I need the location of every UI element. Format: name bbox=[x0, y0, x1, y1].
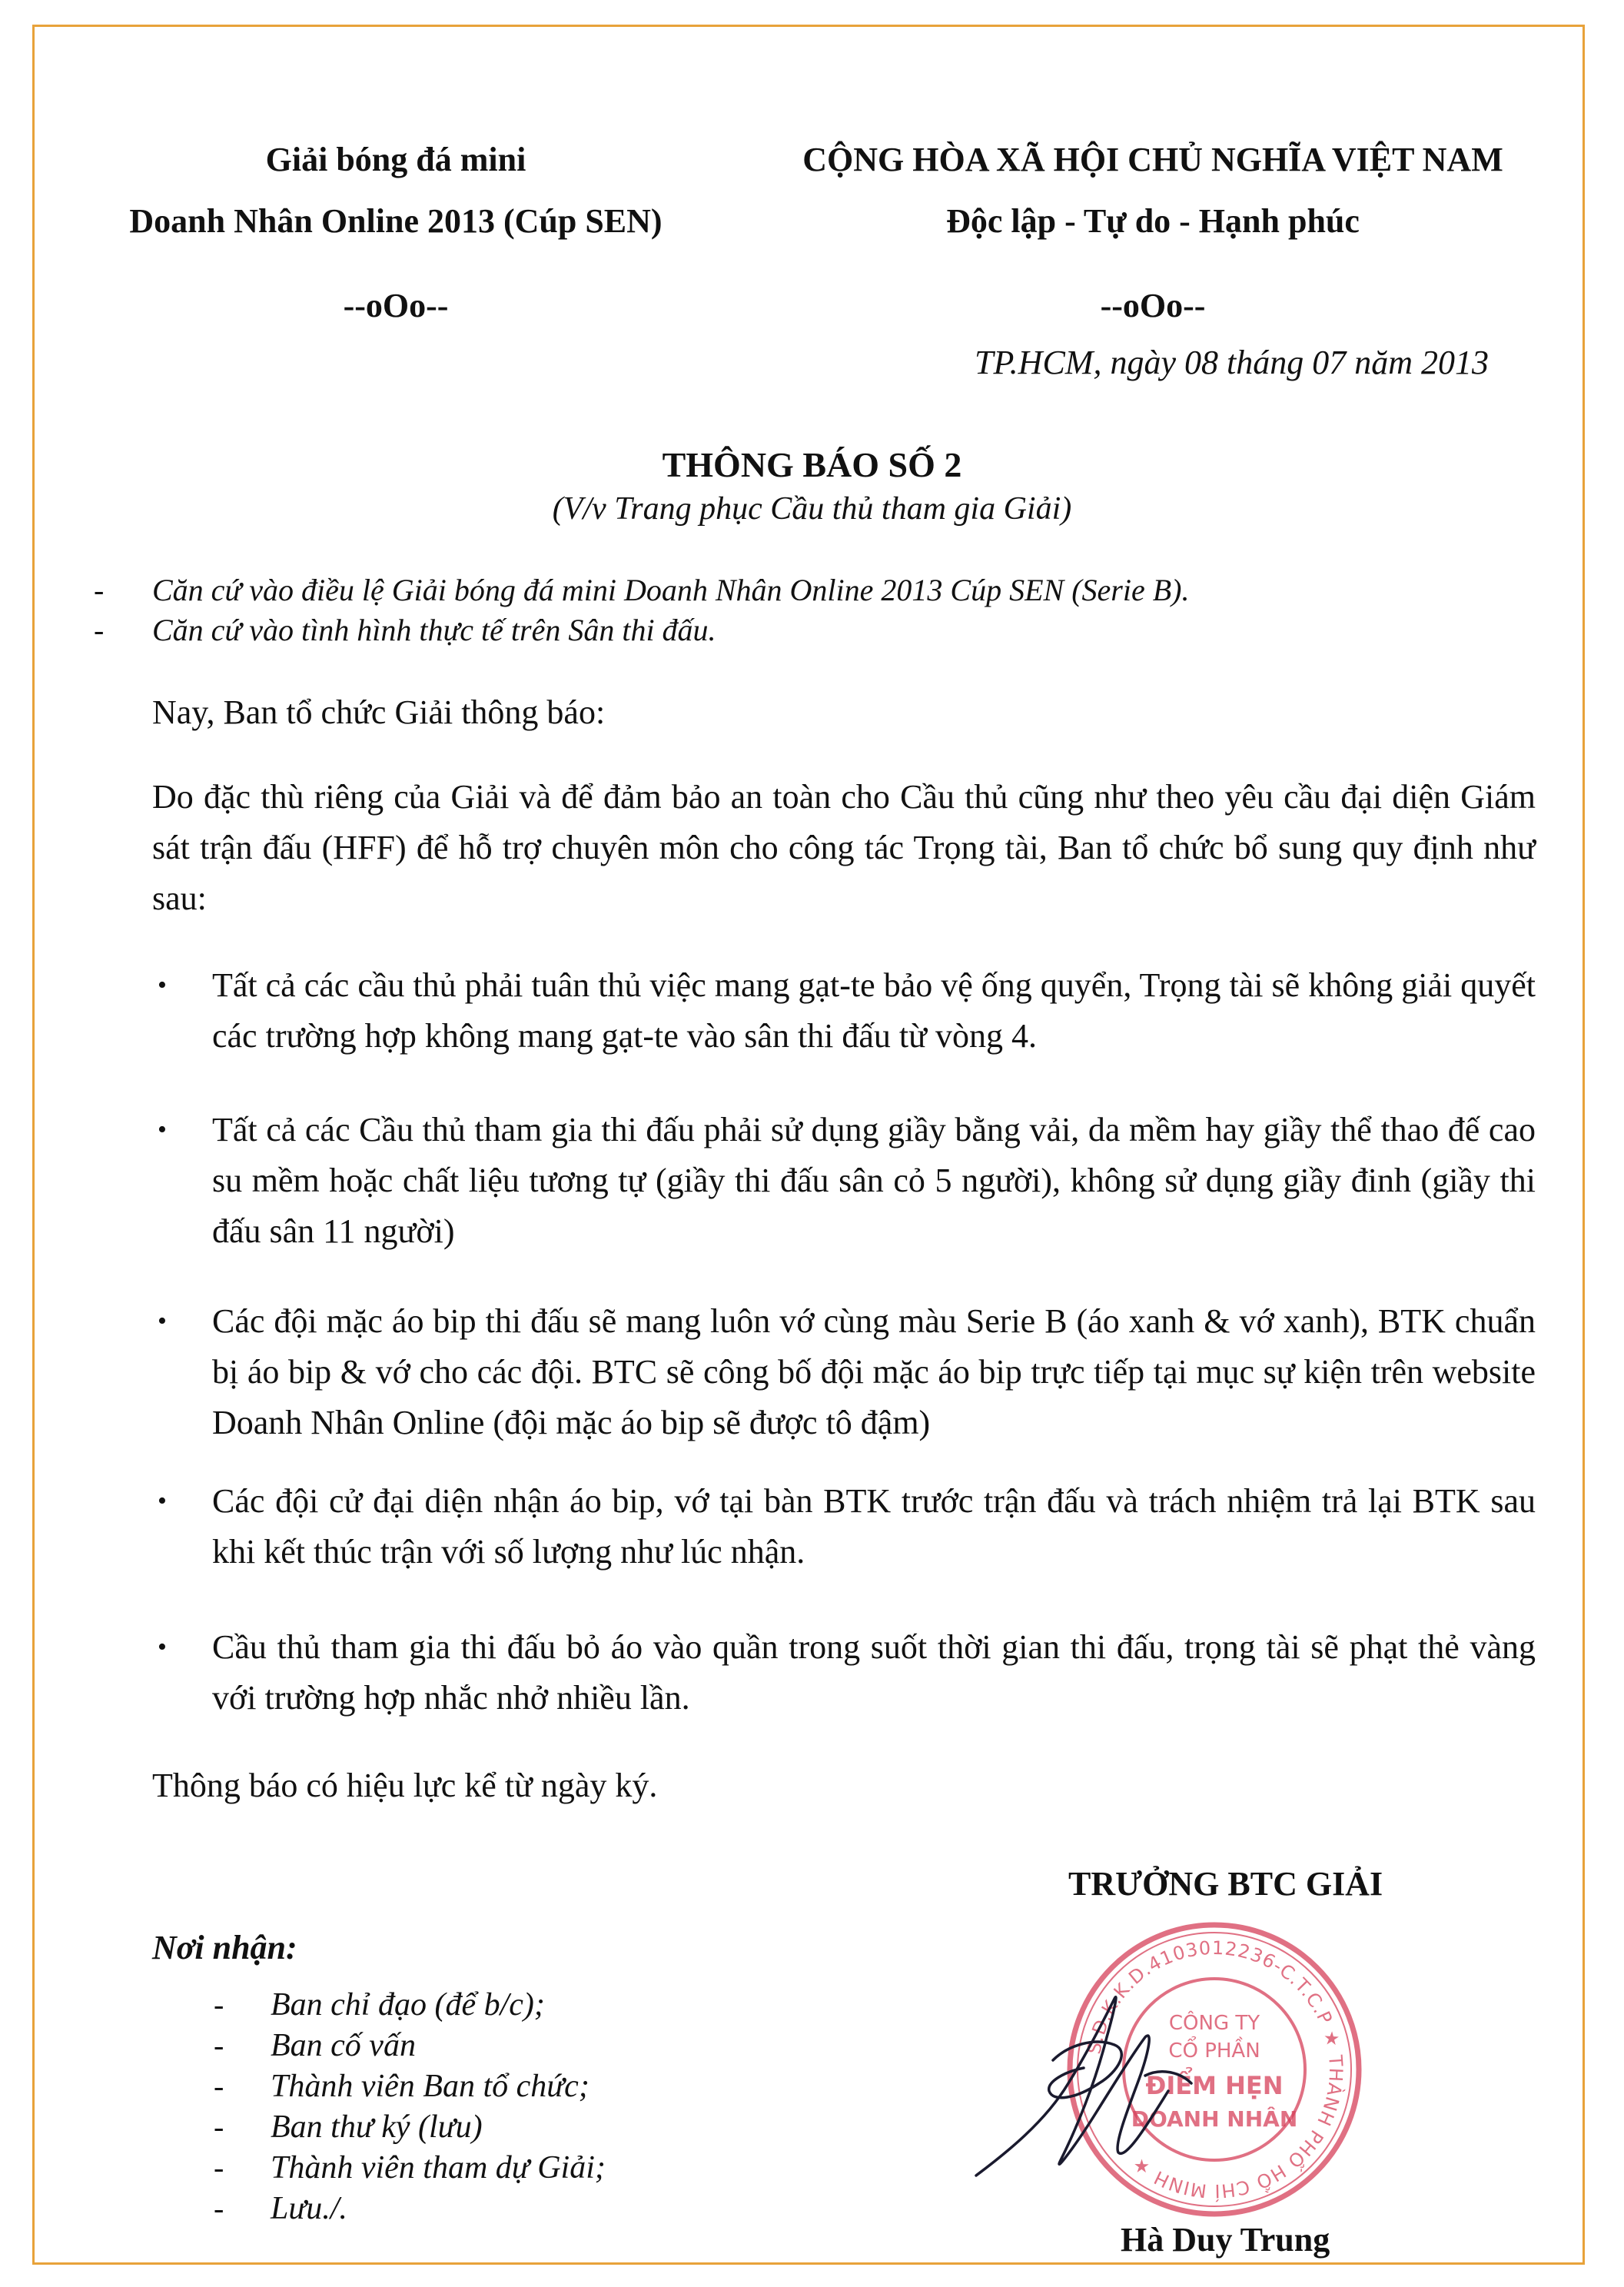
recipient-dash: - bbox=[214, 2109, 224, 2144]
rule-item: Các đội cử đại diện nhận áo bip, vớ tại bàn BTK trước trận đấu và trách nhiệm trả lại BTK sau khi kết thúc trận với số lượng như lúc nhận. bbox=[212, 1482, 1536, 1571]
place-date: TP.HCM, ngày 08 tháng 07 năm 2013 bbox=[975, 344, 1489, 381]
bullet-symbol: • bbox=[158, 1307, 167, 1335]
intro-line: Nay, Ban tổ chức Giải thông báo: bbox=[152, 693, 606, 731]
bullet-symbol: • bbox=[158, 1487, 167, 1515]
recipient-item: Thành viên tham dự Giải; bbox=[271, 2150, 606, 2186]
rule-item: Tất cả các cầu thủ phải tuân thủ việc mang gạt-te bảo vệ ống quyển, Trọng tài sẽ không giải quyết các trường hợp không mang gạt-te vào sân thi đấu từ vòng 4. bbox=[212, 966, 1536, 1055]
svg-text:S.Đ.K.K.D.4103012236-C.T.C.P ★: S.Đ.K.K.D.4103012236-C.T.C.P ★ THÀNH PHỐ HỒ CHÍ MINH ★ bbox=[1083, 1936, 1347, 2202]
document-title: THÔNG BÁO SỐ 2 bbox=[662, 445, 962, 484]
recipient-item: Thành viên Ban tổ chức; bbox=[271, 2069, 589, 2104]
rule-item: Tất cả các Cầu thủ tham gia thi đấu phải sử dụng giầy bằng vải, da mềm hay giầy thể thao đế cao su mềm hoặc chất liệu tương tự (giầy thi đấu sân cỏ 5 người), không sử dụng giầy đinh (giầy thi đấu sân 11 người) bbox=[212, 1111, 1536, 1250]
basis-dash: - bbox=[94, 573, 105, 607]
header-right-separator: --oOo-- bbox=[1100, 287, 1206, 324]
recipient-dash: - bbox=[214, 2191, 224, 2226]
signer-name: Hà Duy Trung bbox=[1121, 2221, 1330, 2259]
handwritten-signature bbox=[961, 1968, 1253, 2199]
bullet-symbol: • bbox=[158, 1633, 167, 1661]
recipient-dash: - bbox=[214, 1987, 224, 2022]
bullet-symbol: • bbox=[158, 1115, 167, 1144]
rule-item: Cầu thủ tham gia thi đấu bỏ áo vào quần trong suốt thời gian thi đấu, trọng tài sẽ phạt thẻ vàng với trường hợp nhắc nhở nhiều lần. bbox=[212, 1628, 1536, 1717]
effect-line: Thông báo có hiệu lực kể từ ngày ký. bbox=[152, 1767, 658, 1804]
recipients-label: Nơi nhận: bbox=[152, 1929, 297, 1966]
header-country: CỘNG HÒA XÃ HỘI CHỦ NGHĨA VIỆT NAM bbox=[802, 141, 1503, 178]
header-org-line1: Giải bóng đá mini bbox=[265, 141, 526, 178]
recipient-dash: - bbox=[214, 2150, 224, 2185]
recipient-item: Ban thư ký (lưu) bbox=[271, 2109, 483, 2145]
document-subtitle: (V/v Trang phục Cầu thủ tham gia Giải) bbox=[552, 491, 1072, 527]
main-paragraph: Do đặc thù riêng của Giải và để đảm bảo an toàn cho Cầu thủ cũng như theo yêu cầu đại diện Giám sát trận đấu (HFF) để hỗ trợ chuyên môn cho công tác Trọng tài, Ban tổ chức bổ sung quy định như sau: bbox=[152, 778, 1536, 917]
recipient-dash: - bbox=[214, 2069, 224, 2103]
basis-item: Căn cứ vào điều lệ Giải bóng đá mini Doanh Nhân Online 2013 Cúp SEN (Serie B). bbox=[152, 573, 1190, 607]
signer-title: TRƯỞNG BTC GIẢI bbox=[1068, 1865, 1383, 1903]
bullet-symbol: • bbox=[158, 971, 167, 999]
header-motto: Độc lập - Tự do - Hạnh phúc bbox=[946, 202, 1360, 240]
recipient-item: Ban cố vấn bbox=[271, 2028, 416, 2063]
header-org-line2: Doanh Nhân Online 2013 (Cúp SEN) bbox=[129, 202, 663, 240]
svg-text:CÔNG TY: CÔNG TY bbox=[1168, 2012, 1260, 2035]
recipient-item: Lưu./. bbox=[271, 2191, 347, 2226]
basis-dash: - bbox=[94, 613, 105, 647]
svg-text:DOANH NHÂN: DOANH NHÂN bbox=[1131, 2106, 1298, 2132]
recipient-dash: - bbox=[214, 2028, 224, 2063]
basis-item: Căn cứ vào tình hình thực tế trên Sân thi đấu. bbox=[152, 613, 716, 647]
rule-item: Các đội mặc áo bip thi đấu sẽ mang luôn vớ cùng màu Serie B (áo xanh & vớ xanh), BTK chuẩn bị áo bip & vớ cho các đội. BTC sẽ công bố đội mặc áo bip trực tiếp tại mục sự kiện trên website Doanh Nhân Online (đội mặc áo bip sẽ được tô đậm) bbox=[212, 1302, 1536, 1441]
recipient-item: Ban chỉ đạo (để b/c); bbox=[271, 1987, 545, 2023]
svg-text:ĐIỂM HẸN: ĐIỂM HẸN bbox=[1145, 2071, 1284, 2100]
header-left-separator: --oOo-- bbox=[343, 287, 449, 324]
svg-text:CỔ PHẦN: CỔ PHẦN bbox=[1168, 2039, 1260, 2063]
